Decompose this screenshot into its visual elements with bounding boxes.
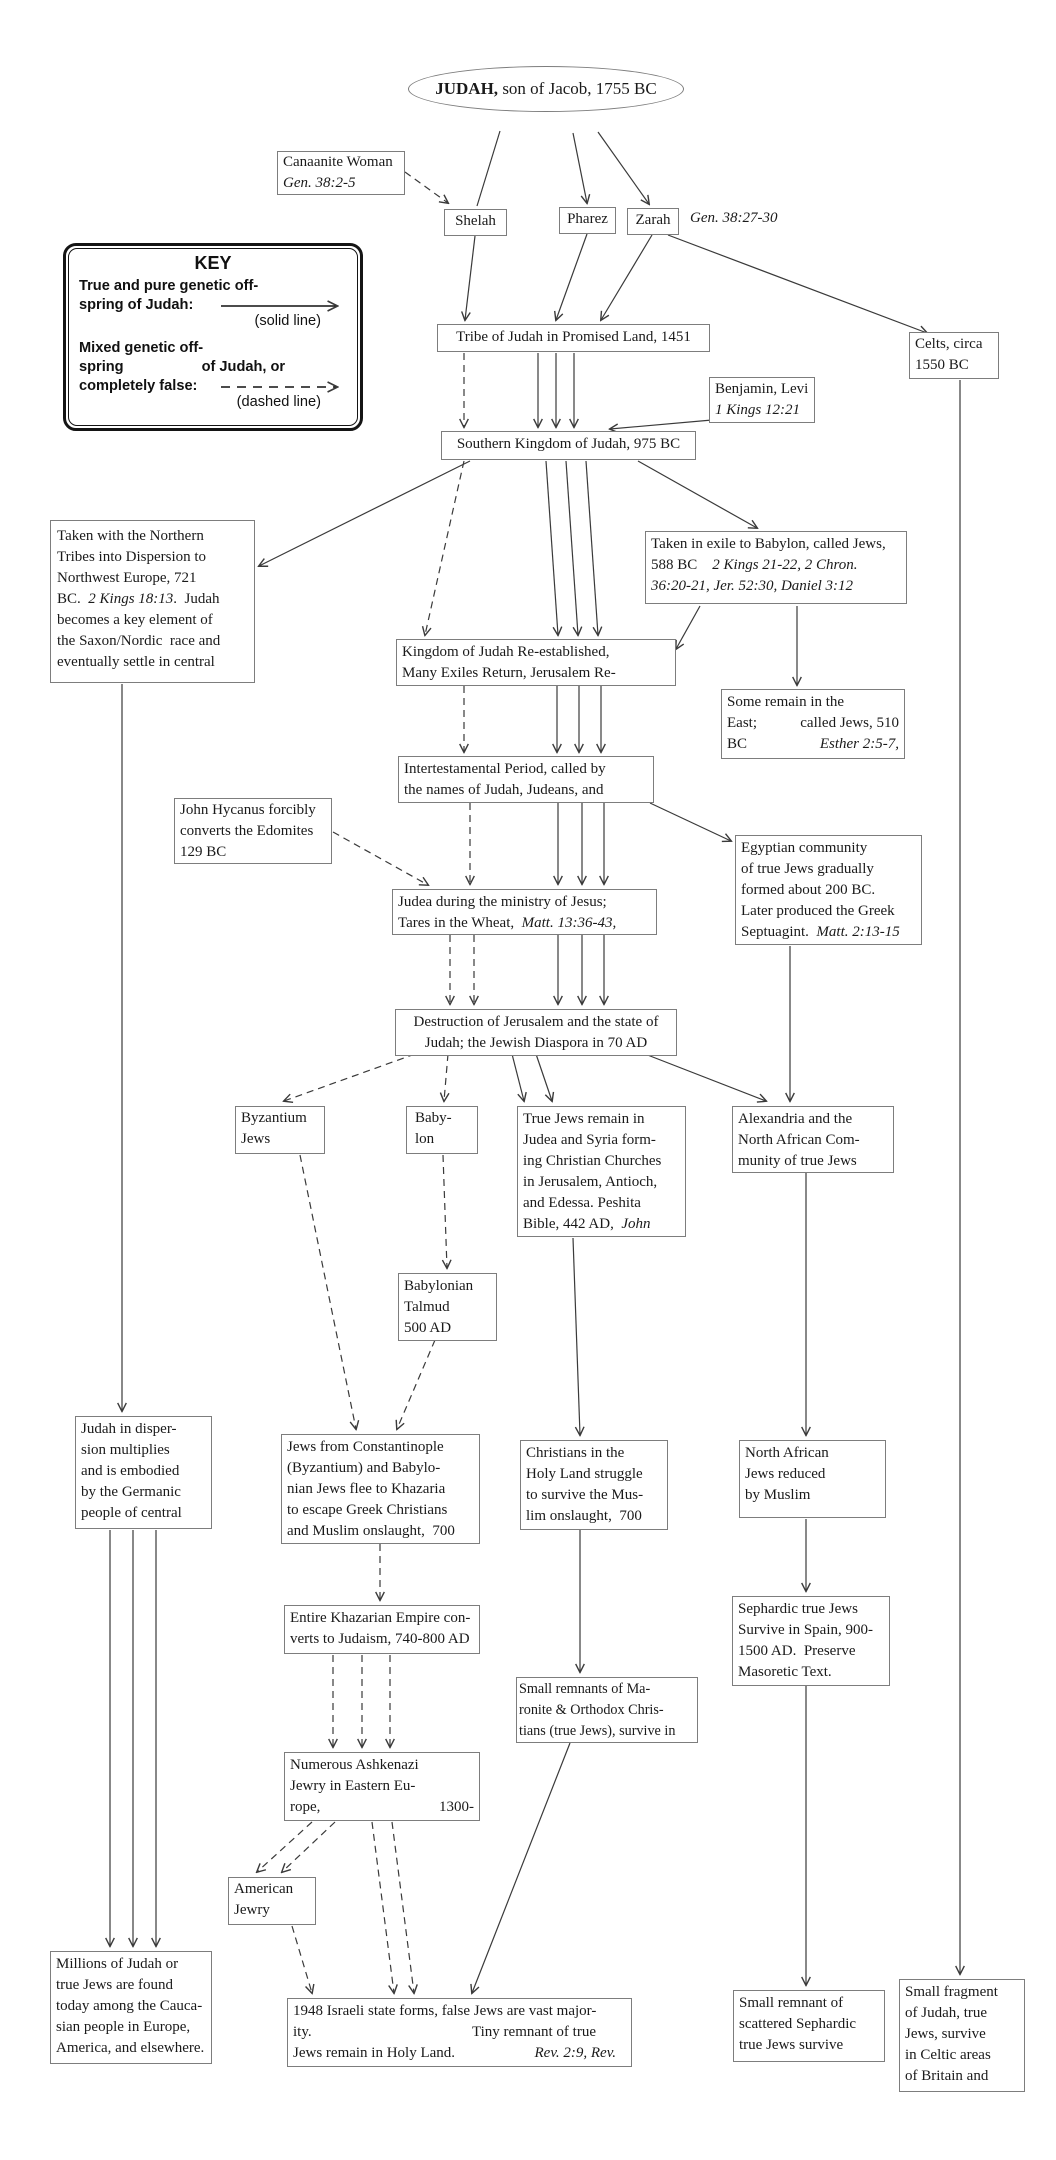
text-line: Judah; the Jewish Diaspora in 70 AD	[424, 1035, 648, 1051]
solid-line-caption: (solid line)	[254, 313, 321, 329]
node-true-jews-remain	[517, 1106, 686, 1237]
node-shelah	[444, 209, 507, 236]
text-line	[398, 913, 651, 934]
text-line: Canaanite Woman	[283, 154, 393, 170]
text-segment: BC.	[57, 591, 89, 607]
text-line: of true Jews gradually	[741, 861, 874, 877]
node-judah-dispersion	[75, 1416, 212, 1529]
text-segment: East;	[727, 715, 757, 731]
text-line: and Muslim onslaught, 700	[287, 1523, 455, 1539]
node-destruction-jerusalem	[395, 1009, 677, 1056]
text-line: Entire Khazarian Empire con-	[290, 1610, 471, 1626]
text-line: Southern Kingdom of Judah, 975 BC	[456, 436, 681, 452]
text-line: Alexandria and the	[738, 1111, 853, 1127]
node-pharez	[559, 207, 616, 234]
text-line: formed about 200 BC.	[741, 882, 876, 898]
text-line: the names of Judah, Judeans, and	[404, 782, 604, 798]
text-line: to escape Greek Christians	[287, 1502, 448, 1518]
node-khazarian-empire	[284, 1605, 480, 1654]
text-line: Northwest Europe, 721	[57, 570, 197, 586]
text-line: Small remnants of Ma-	[519, 1681, 651, 1697]
text-segment: Tiny remnant of true	[471, 2024, 596, 2040]
text-line: by the Germanic	[81, 1484, 181, 1500]
node-exile-babylon	[645, 531, 907, 604]
text-line: Judea during the ministry of Jesus;	[398, 894, 607, 910]
text-line: John Hycanus forcibly	[180, 802, 316, 818]
key-title: KEY	[194, 253, 232, 273]
text-line: Jewry in Eastern Eu-	[290, 1778, 416, 1794]
text-line: in Jerusalem, Antioch,	[523, 1174, 658, 1190]
text-segment: 588 BC	[651, 557, 713, 573]
node-zarah	[627, 208, 679, 235]
text-line: Taken with the Northern	[57, 528, 204, 544]
text-line: spring	[79, 359, 124, 375]
text-line: North African Com-	[738, 1132, 860, 1148]
node-tribe-of-judah	[437, 324, 710, 352]
node-northern-dispersion	[50, 520, 255, 683]
text-line	[290, 1797, 474, 1818]
text-line: Celts, circa	[915, 336, 983, 352]
text-segment: Matt. 2:13-15	[816, 924, 900, 940]
text-line: nian Jews flee to Khazaria	[287, 1481, 446, 1497]
text-segment: BC	[727, 736, 748, 752]
text-line: Shelah	[455, 213, 496, 229]
text-line: Holy Land struggle	[526, 1466, 643, 1482]
text-line: by Muslim	[745, 1487, 811, 1503]
text-line: Many Exiles Return, Jerusalem Re-	[402, 665, 616, 681]
text-line: Survive in Spain, 900-	[738, 1622, 873, 1638]
node-millions-of-judah	[50, 1951, 212, 2064]
text-line: of Judah, or	[201, 359, 286, 375]
text-line: Talmud	[404, 1299, 450, 1315]
text-line: 1948 Israeli state forms, false Jews are vast major-	[293, 2003, 597, 2019]
text-line: Gen. 38:2-5	[283, 175, 356, 191]
key-legend-inner	[68, 248, 358, 426]
text-line: of Britain and	[905, 2068, 989, 2084]
text-line: verts to Judaism, 740-800 AD	[290, 1631, 470, 1647]
text-line: Judea and Syria form-	[523, 1132, 656, 1148]
node-judea-ministry	[392, 889, 657, 935]
text-line: True Jews remain in	[523, 1111, 645, 1127]
text-line: Small fragment	[905, 1984, 998, 2000]
node-john-hycanus	[174, 798, 332, 864]
node-southern-kingdom	[441, 431, 696, 460]
text-segment: 1300-	[439, 1799, 474, 1815]
text-line: today among the Cauca-	[56, 1998, 203, 2014]
text-line: eventually settle in central	[57, 654, 215, 670]
node-israeli-state-1948	[287, 1998, 632, 2067]
text-line	[727, 713, 899, 734]
text-line: Intertestamental Period, called by	[404, 761, 606, 777]
text-line: lon	[415, 1131, 435, 1147]
text-line	[741, 922, 916, 943]
node-celts	[909, 332, 999, 379]
node-babylonian-talmud	[398, 1273, 497, 1341]
node-egyptian-community	[735, 835, 922, 945]
text-line: Zarah	[635, 212, 671, 228]
node-constantinople-khazaria	[281, 1434, 480, 1544]
node-some-remain-east	[721, 689, 905, 759]
text-line: the Saxon/Nordic race and	[57, 633, 221, 649]
node-alexandria	[732, 1106, 894, 1173]
text-line: Sephardic true Jews	[738, 1601, 858, 1617]
text-line	[293, 2043, 626, 2064]
text-line: in Celtic areas	[905, 2047, 991, 2063]
text-line: American	[234, 1881, 294, 1897]
dashed-line-arrow-icon	[219, 381, 347, 393]
text-segment: . Judah	[173, 591, 220, 607]
text-line: Jews from Constantinople	[287, 1439, 444, 1455]
label-gen-38-27-30	[690, 208, 777, 229]
text-line: Jews	[241, 1131, 271, 1147]
text-line: becomes a key element of	[57, 612, 213, 628]
text-line: Some remain in the	[727, 694, 845, 710]
text-line: lim onslaught, 700	[526, 1508, 642, 1524]
text-line: 1550 BC	[915, 357, 969, 373]
text-line: True and pure genetic off-	[79, 278, 259, 294]
text-line: spring of Judah:	[79, 297, 194, 313]
text-line: Masoretic Text.	[738, 1664, 832, 1680]
text-line: tians (true Jews), survive in	[519, 1723, 676, 1739]
text-line: completely false:	[79, 378, 198, 394]
solid-line-arrow-icon	[219, 300, 347, 312]
node-judah	[408, 66, 684, 112]
text-line: Tribes into Dispersion to	[57, 549, 207, 565]
text-line: Jews reduced	[745, 1466, 826, 1482]
text-line	[293, 2022, 626, 2043]
node-american-jewry	[228, 1877, 316, 1925]
key-legend	[63, 243, 363, 431]
text-line: to survive the Mus-	[526, 1487, 644, 1503]
text-line: Babylonian	[404, 1278, 474, 1294]
dashed-line-caption: (dashed line)	[236, 394, 321, 410]
text-segment: 2 Kings 21-22, 2 Chron.	[712, 557, 858, 573]
text-line: ing Christian Churches	[523, 1153, 662, 1169]
node-intertestamental	[398, 756, 654, 803]
text-line: Pharez	[567, 211, 608, 227]
text-segment: Jews remain in Holy Land.	[293, 2045, 456, 2061]
text-segment: son of Jacob, 1755 BC	[498, 79, 657, 98]
text-segment: ity.	[293, 2024, 312, 2040]
text-segment: Septuagint.	[741, 924, 817, 940]
node-north-african-jews	[739, 1440, 886, 1518]
text-segment	[435, 79, 656, 99]
text-segment: 2 Kings 18:13	[88, 591, 174, 607]
text-line: scattered Sephardic	[739, 2016, 857, 2032]
node-ashkenazi-jewry	[284, 1752, 480, 1821]
text-line: America, and elsewhere.	[56, 2040, 205, 2056]
text-line: Tribe of Judah in Promised Land, 1451	[456, 329, 691, 345]
text-line: Mixed genetic off-	[79, 340, 204, 356]
text-segment: Esther 2:5-7,	[819, 736, 899, 752]
text-line: and Edessa. Peshita	[523, 1195, 641, 1211]
text-line: 1 Kings 12:21	[715, 402, 801, 418]
node-sephardic-spain	[732, 1596, 890, 1686]
text-line: converts the Edomites	[180, 823, 314, 839]
text-segment: called Jews, 510	[800, 715, 899, 731]
node-benjamin-levi	[709, 377, 815, 423]
text-line: Kingdom of Judah Re-established,	[402, 644, 610, 660]
text-line: sion multiplies	[81, 1442, 170, 1458]
text-line: of Judah, true	[905, 2005, 988, 2021]
text-segment: JUDAH,	[435, 79, 499, 98]
text-line: Taken in exile to Babylon, called Jews,	[651, 536, 886, 552]
text-line	[523, 1214, 680, 1235]
text-line: Baby-	[415, 1110, 452, 1126]
node-canaanite-woman	[277, 151, 405, 195]
text-line: Christians in the	[526, 1445, 625, 1461]
node-babylon	[406, 1106, 478, 1154]
text-segment: Rev. 2:9, Rev.	[534, 2045, 616, 2061]
text-line: true Jews survive	[739, 2037, 844, 2053]
text-line: Jewry	[234, 1902, 270, 1918]
node-christians-holy-land	[520, 1440, 668, 1530]
text-line: North African	[745, 1445, 829, 1461]
text-line: Jews, survive	[905, 2026, 986, 2042]
text-line: Gen. 38:27-30	[690, 210, 778, 226]
node-celtic-fragment	[899, 1979, 1025, 2092]
text-line: 36:20-21, Jer. 52:30, Daniel 3:12	[651, 578, 854, 594]
node-sephardic-remnant	[733, 1990, 885, 2062]
text-line: ronite & Orthodox Chris-	[519, 1702, 664, 1718]
text-line	[727, 734, 899, 755]
text-line: true Jews are found	[56, 1977, 174, 1993]
text-line: 500 AD	[404, 1320, 452, 1336]
text-line: Benjamin, Levi	[715, 381, 809, 397]
text-line: Millions of Judah or	[56, 1956, 179, 1972]
text-line: (Byzantium) and Babylo-	[287, 1460, 441, 1476]
text-segment: John	[621, 1216, 651, 1232]
text-segment: Tares in the Wheat,	[398, 915, 522, 931]
text-segment: Bible, 442 AD,	[523, 1216, 622, 1232]
node-kingdom-reestablished	[396, 639, 676, 686]
text-line: Judah in disper-	[81, 1421, 177, 1437]
text-line: Destruction of Jerusalem and the state of	[413, 1014, 659, 1030]
node-byzantium-jews	[235, 1106, 325, 1154]
text-line	[57, 589, 248, 610]
text-line: 1500 AD. Preserve	[738, 1643, 856, 1659]
text-line: Later produced the Greek	[741, 903, 895, 919]
text-line	[651, 555, 901, 576]
text-line: Small remnant of	[739, 1995, 844, 2011]
text-line: and is embodied	[81, 1463, 180, 1479]
text-segment: rope,	[290, 1799, 321, 1815]
text-line: Numerous Ashkenazi	[290, 1757, 419, 1773]
text-segment: Matt. 13:36-43,	[521, 915, 617, 931]
text-line: people of central	[81, 1505, 182, 1521]
text-line: Byzantium	[241, 1110, 307, 1126]
text-line: munity of true Jews	[738, 1153, 857, 1169]
node-maronite-remnants	[516, 1677, 698, 1743]
text-line: Egyptian community	[741, 840, 868, 856]
text-line: sian people in Europe,	[56, 2019, 191, 2035]
text-line: 129 BC	[180, 844, 227, 860]
